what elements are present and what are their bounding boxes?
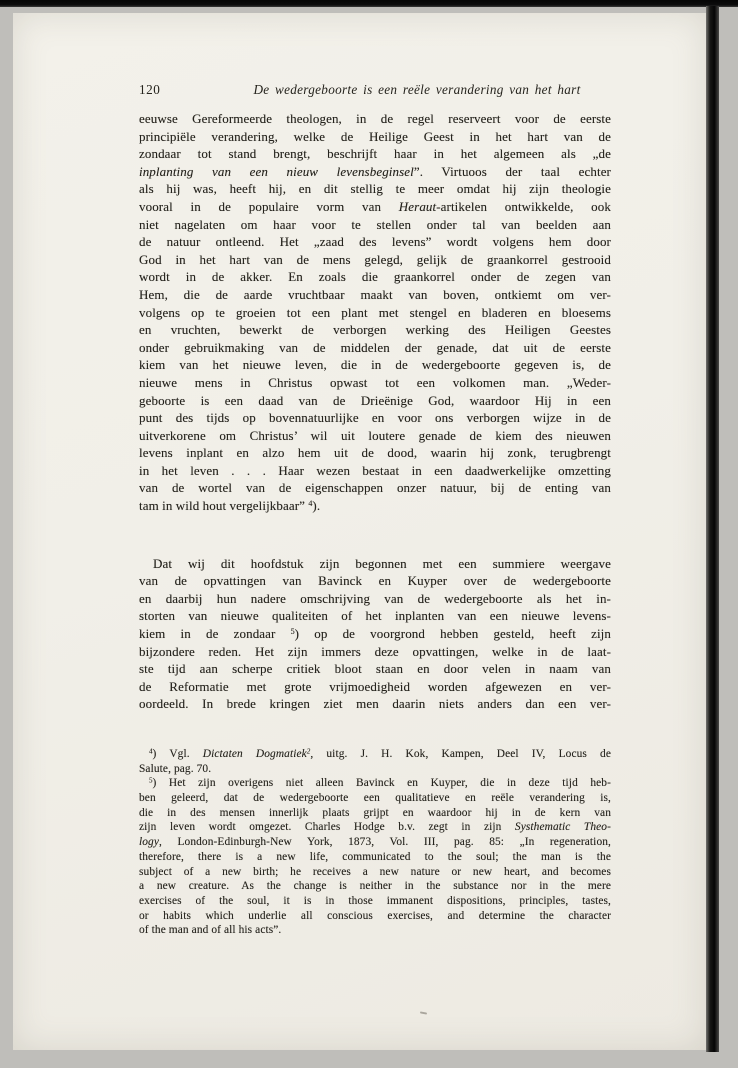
text-line [139, 128, 611, 146]
text-segment: en vruchten, bewerkt de verborgen werking des Heiligen Geestes [139, 322, 611, 338]
text-segment: principiële verandering, welke de Heilige Geest in het hart van de [139, 128, 611, 144]
text-segment: in het leven . . . Haar wezen bestaat in een daadwerkelijke omzetting [139, 462, 611, 478]
text-segment: God in het hart van de mens gelegd, gelijk de graankorrel gestrooid [139, 251, 611, 267]
text-line [139, 865, 611, 880]
text-line [139, 572, 611, 590]
text-line [139, 820, 611, 835]
footnote-section [139, 747, 611, 938]
text-segment: wordt in de akker. En zoals die graankorrel onder de zegen van [139, 269, 611, 285]
text-line [139, 374, 611, 392]
text-segment: geboorte is een daad van de Drieënige God, waardoor Hij in een [139, 392, 611, 408]
text-line [139, 163, 611, 181]
text-segment: van de wortel van de eigenschappen onzer natuur, bij de enting van [139, 480, 611, 496]
text-line [139, 479, 611, 497]
text-segment: ”. Virtuoos der taal echter [413, 163, 611, 179]
text-segment: of the man and of all his acts”. [139, 924, 282, 937]
text-segment: kiem in de zondaar [139, 626, 291, 642]
text-line [139, 660, 611, 678]
text-segment: logy [139, 836, 160, 849]
text-line [139, 695, 611, 713]
text-line [139, 909, 611, 924]
text-segment: als hij was, heeft hij, en dit stellig te meer omdat hij zijn theologie [139, 181, 611, 197]
text-segment: inplanting van een nieuw levensbeginsel [139, 163, 414, 179]
text-segment: ben geleerd, dat de wedergeboorte een qualitatieve en reële verandering is, [139, 792, 611, 805]
text-line [139, 555, 611, 573]
page-number: 120 [139, 82, 161, 97]
text-line [139, 791, 611, 806]
text-line [139, 392, 611, 410]
footnote-marker: 2 [306, 747, 311, 756]
text-line [139, 233, 611, 251]
text-line [139, 427, 611, 445]
text-line [139, 286, 611, 304]
text-line [139, 409, 611, 427]
text-line [139, 923, 611, 938]
text-line [139, 607, 611, 625]
text-line [139, 625, 611, 643]
text-line [139, 198, 611, 216]
text-segment: exercises of the soul, it is in those immanent dispositions, principles, tastes, [139, 894, 611, 907]
text-segment: de natuur ontleend. Het „zaad des levens” wordt volgens hem door [139, 234, 611, 250]
running-title: De wedergeboorte is een reële verandering van het hart [253, 82, 581, 97]
text-segment: -artikelen ontwikkelde, ook [436, 198, 611, 214]
text-segment: Hem, die de aarde vruchtbaar maakt van boven, ontkiemt om ver- [139, 286, 611, 302]
text-segment: punt des tijds op bovennatuurlijke en voor ons verborgen wijze in de [139, 410, 611, 426]
text-line [139, 678, 611, 696]
text-line [139, 497, 611, 515]
paragraph-1 [139, 110, 611, 515]
text-line [139, 643, 611, 661]
text-segment: levens inplant en alzo hem uit de dood, waarin hij zonk, terugbrengt [139, 445, 611, 461]
text-segment: zijn leven wordt omgezet. Charles Hodge b.v. zegt in zijn [139, 821, 515, 834]
text-segment: a new creature. As the change is neither in the substance nor in the mere [139, 880, 611, 893]
text-segment: ) Het zijn overigens niet alleen Bavinck en Kuyper, die in deze tijd heb- [152, 777, 611, 790]
text-line [139, 216, 611, 234]
text-segment: zondaar tot stand brengt, beschrijft haar in het algemeen als „de [139, 146, 611, 162]
text-line [139, 894, 611, 909]
text-line [139, 321, 611, 339]
text-line [139, 835, 611, 850]
text-segment: eeuwse Gereformeerde theologen, in de regel reserveert voor de eerste [139, 111, 611, 126]
footnote-4 [139, 747, 611, 776]
text-segment: van de opvattingen van Bavinck en Kuyper over de wedergeboorte [139, 573, 611, 589]
text-segment: tam in wild hout vergelijkbaar” [139, 498, 309, 514]
text-line [139, 268, 611, 286]
text-line [139, 356, 611, 374]
text-line [139, 444, 611, 462]
text-segment: therefore, there is a new life, communicated to the soul; the man is the [139, 850, 611, 863]
text-segment: Systhematic Theo- [514, 821, 611, 834]
text-segment: onder gebruikmaking van de middelen der genade, dat uit de eerste [139, 339, 611, 355]
text-segment: ) op de voorgrond hebben gesteld, heeft zijn [294, 626, 611, 642]
text-segment: oordeeld. In brede kringen ziet men daarin niets anders dan een ver- [139, 696, 611, 712]
text-segment: Dictaten Dogmatiek [202, 748, 307, 760]
text-segment: , uitg. J. H. Kok, Kampen, Deel IV, Locus de [310, 748, 611, 760]
text-segment: nieuwe mens in Christus opwast tot een volkomen man. „Weder- [139, 374, 611, 390]
text-segment: volgens op te groeien tot een plant met stengel en bladeren en bloesems [139, 304, 611, 320]
text-segment: en daarbij hun nadere omschrijving van de wedergeboorte als het in- [139, 590, 611, 606]
text-line [139, 462, 611, 480]
text-segment: de Reformatie met grote vrijmoedigheid worden afgewezen en ver- [139, 678, 611, 694]
footnote-5 [139, 776, 611, 938]
footnote-marker: 5 [149, 776, 153, 785]
text-segment: or habits which underlie all conscious exercises, and determine the character [139, 909, 611, 922]
text-line [139, 110, 611, 128]
scan-artifact [420, 1011, 427, 1014]
page-header [139, 81, 611, 99]
text-line [139, 145, 611, 163]
text-segment: storten van nieuwe qualiteiten of het inplanten van een nieuwe levens- [139, 608, 611, 624]
scan-top-edge [0, 0, 738, 7]
text-line [139, 776, 611, 791]
text-segment: , London-Edinburgh-New York, 1873, Vol. III, pag. 85: „In regeneration, [159, 836, 611, 849]
paragraph-2 [139, 555, 611, 713]
scan-right-edge [706, 6, 719, 1052]
text-line [139, 879, 611, 894]
text-segment: subject of a new birth; he receives a new nature or new heart, and becomes [139, 865, 611, 878]
book-page [13, 13, 706, 1050]
text-segment: kiem van het nieuwe leven, die in de wedergeboorte gegeven is, de [139, 357, 611, 373]
text-line [139, 304, 611, 322]
text-line [139, 762, 611, 777]
text-line [139, 806, 611, 821]
text-segment: bijzondere reden. Het zijn immers deze opvattingen, welke in de laat- [139, 643, 611, 659]
text-line [139, 590, 611, 608]
text-line [139, 251, 611, 269]
text-line [139, 747, 611, 762]
text-segment: Dat wij dit hoofdstuk zijn begonnen met een summiere weergave [153, 555, 611, 571]
body-text [139, 110, 611, 713]
text-segment: ) Vgl. [152, 748, 203, 760]
footnote-marker: 4 [149, 747, 153, 756]
footnote-marker: 5 [290, 627, 295, 637]
text-segment: uitverkorene om Christus’ wil uit loutere genade de kiem des nieuwen [139, 427, 611, 443]
footnote-marker: 4 [308, 499, 313, 509]
text-segment: niet nagelaten om haar voor te stellen onder tal van beelden aan [139, 216, 611, 232]
text-segment: Heraut [398, 198, 437, 214]
text-segment: die in des mensen innerlijk plaats grijpt en waardoor hij in de kern van [139, 806, 611, 819]
text-line [139, 339, 611, 357]
text-segment: ste tijd aan scherpe critiek bloot staan en door velen in naam van [139, 661, 611, 677]
text-segment: ). [312, 498, 321, 514]
text-line [139, 850, 611, 865]
text-segment: Salute, pag. 70. [139, 762, 212, 775]
text-line [139, 180, 611, 198]
text-segment: vooral in de populaire vorm van [139, 198, 399, 214]
